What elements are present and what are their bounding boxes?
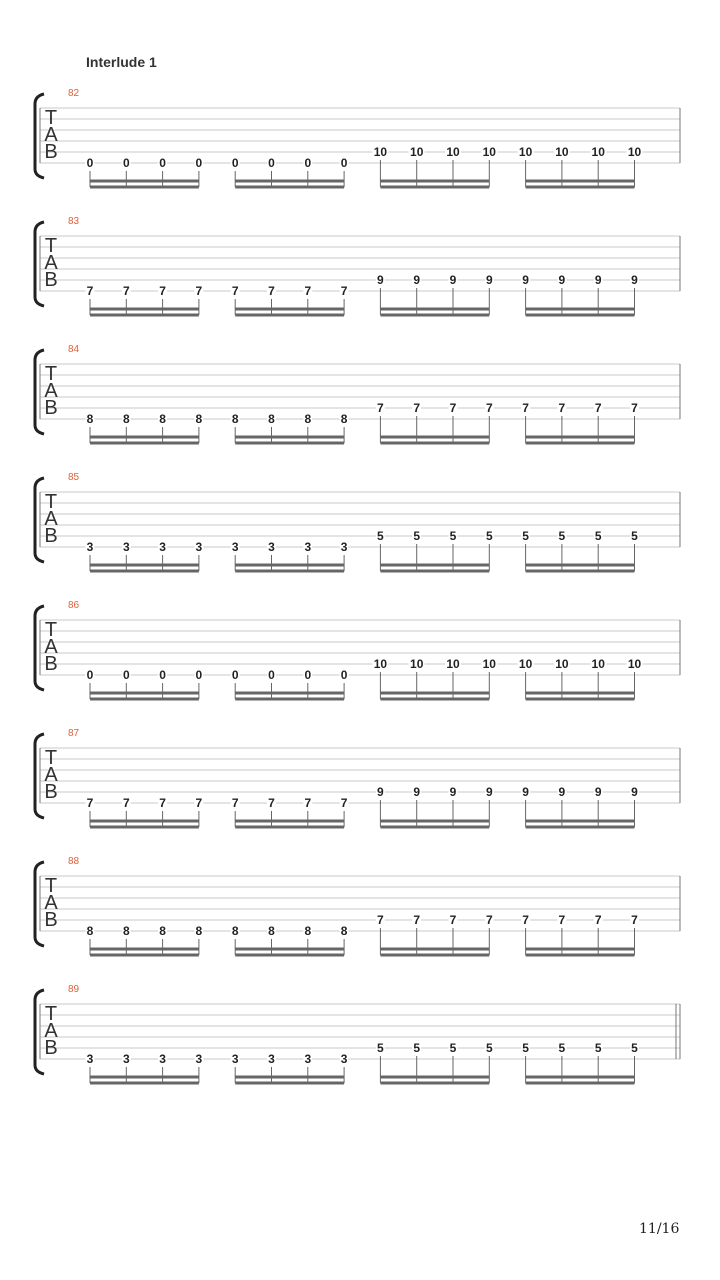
beam-secondary: [90, 826, 199, 829]
fret-number: 5: [594, 529, 602, 543]
fret-number: 9: [594, 273, 602, 287]
fret-number: 3: [122, 540, 130, 554]
beam-secondary: [90, 442, 199, 445]
fret-number: 7: [340, 796, 348, 810]
fret-number: 0: [195, 156, 203, 170]
beam-secondary: [380, 826, 489, 829]
fret-number: 0: [86, 668, 94, 682]
beam-secondary: [526, 698, 635, 701]
fret-number: 0: [268, 668, 275, 682]
fret-number: 10: [591, 145, 605, 159]
fret-number: 0: [340, 156, 348, 170]
fret-number: 8: [159, 412, 166, 426]
tab-clef-letter: A: [44, 1020, 58, 1042]
fret-number: 0: [340, 668, 348, 682]
beam-secondary: [90, 186, 199, 189]
fret-number: 8: [231, 412, 239, 426]
fret-number: 10: [410, 145, 424, 159]
fret-number: 9: [594, 785, 602, 799]
fret-number: 8: [122, 924, 130, 938]
measure-number: 89: [68, 984, 80, 995]
beam-secondary: [526, 826, 635, 829]
fret-number: 8: [86, 924, 94, 938]
tab-clef-letter: T: [44, 619, 58, 641]
fret-number: 8: [195, 412, 203, 426]
fret-number: 9: [522, 785, 529, 799]
fret-number: 5: [631, 1041, 638, 1055]
fret-number: 3: [159, 1052, 166, 1066]
fret-number: 9: [558, 273, 566, 287]
beam-primary: [526, 564, 635, 567]
fret-number: 9: [485, 785, 493, 799]
fret-number: 7: [558, 913, 566, 927]
fret-number: 7: [304, 796, 312, 810]
fret-number: 7: [231, 796, 239, 810]
fret-number: 3: [159, 540, 166, 554]
fret-number: 3: [86, 540, 94, 554]
tab-clef-letter: A: [44, 764, 58, 786]
fret-number: 5: [485, 1041, 493, 1055]
fret-number: 7: [449, 913, 457, 927]
fret-number: 7: [522, 401, 529, 415]
fret-number: 5: [413, 529, 421, 543]
fret-number: 5: [522, 1041, 529, 1055]
beam-secondary: [380, 570, 489, 573]
tab-clef-letter: A: [44, 252, 58, 274]
fret-number: 9: [631, 273, 638, 287]
fret-number: 7: [231, 284, 239, 298]
measure-number: 88: [68, 856, 80, 867]
beam-primary: [90, 820, 199, 823]
fret-number: 0: [231, 668, 239, 682]
fret-number: 7: [340, 284, 348, 298]
beam-primary: [526, 308, 635, 311]
fret-number: 5: [522, 529, 529, 543]
fret-number: 7: [377, 913, 384, 927]
fret-number: 5: [485, 529, 493, 543]
measure-number: 84: [68, 344, 80, 355]
fret-number: 5: [594, 1041, 602, 1055]
fret-number: 5: [377, 1041, 384, 1055]
fret-number: 5: [558, 529, 566, 543]
beam-primary: [90, 1076, 199, 1079]
fret-number: 9: [449, 273, 457, 287]
fret-number: 7: [413, 913, 421, 927]
beam-primary: [235, 1076, 344, 1079]
tab-clef-letter: T: [44, 491, 58, 513]
beam-secondary: [380, 442, 489, 445]
fret-number: 9: [413, 273, 421, 287]
fret-number: 7: [485, 401, 493, 415]
fret-number: 8: [340, 412, 348, 426]
tab-clef-letter: T: [44, 875, 58, 897]
tab-clef-letter: A: [44, 892, 58, 914]
fret-number: 10: [518, 145, 533, 159]
fret-number: 0: [304, 668, 312, 682]
fret-number: 7: [631, 913, 638, 927]
fret-number: 7: [159, 796, 166, 810]
beam-primary: [235, 308, 344, 311]
fret-number: 7: [631, 401, 638, 415]
fret-number: 7: [195, 284, 203, 298]
measure-number: 87: [68, 728, 80, 739]
fret-number: 10: [518, 657, 533, 671]
fret-number: 7: [449, 401, 457, 415]
fret-number: 0: [231, 156, 239, 170]
beam-primary: [526, 948, 635, 951]
beam-primary: [235, 436, 344, 439]
tab-clef-letter: A: [44, 508, 58, 530]
tab-clef-letter: T: [44, 363, 58, 385]
fret-number: 7: [594, 913, 602, 927]
beam-primary: [90, 308, 199, 311]
beam-primary: [90, 948, 199, 951]
beam-secondary: [235, 314, 344, 317]
tab-clef-letter: A: [44, 636, 58, 658]
beam-secondary: [526, 442, 635, 445]
beam-primary: [380, 692, 489, 695]
beam-secondary: [235, 442, 344, 445]
fret-number: 10: [555, 657, 569, 671]
fret-number: 8: [268, 412, 275, 426]
beam-secondary: [235, 954, 344, 957]
measure-number: 82: [68, 88, 80, 99]
fret-number: 3: [122, 1052, 130, 1066]
beam-primary: [235, 820, 344, 823]
fret-number: 3: [195, 540, 203, 554]
fret-number: 8: [231, 924, 239, 938]
fret-number: 0: [159, 156, 166, 170]
fret-number: 7: [195, 796, 203, 810]
beam-primary: [380, 564, 489, 567]
beam-primary: [90, 180, 199, 183]
fret-number: 0: [122, 156, 130, 170]
beam-primary: [526, 180, 635, 183]
fret-number: 10: [446, 657, 460, 671]
beam-secondary: [526, 954, 635, 957]
fret-number: 3: [231, 1052, 239, 1066]
fret-number: 9: [377, 785, 384, 799]
fret-number: 7: [522, 913, 529, 927]
fret-number: 9: [631, 785, 638, 799]
tab-clef-letter: B: [44, 653, 58, 675]
beam-primary: [90, 692, 199, 695]
fret-number: 7: [377, 401, 384, 415]
beam-secondary: [380, 314, 489, 317]
fret-number: 10: [482, 657, 496, 671]
fret-number: 3: [304, 540, 312, 554]
fret-number: 10: [555, 145, 569, 159]
fret-number: 7: [268, 796, 275, 810]
fret-number: 10: [482, 145, 496, 159]
beam-secondary: [90, 954, 199, 957]
beam-secondary: [90, 1082, 199, 1085]
beam-primary: [380, 180, 489, 183]
tab-clef-letter: T: [44, 107, 58, 129]
beam-secondary: [90, 570, 199, 573]
fret-number: 5: [413, 1041, 421, 1055]
beam-secondary: [526, 1082, 635, 1085]
beam-primary: [380, 1076, 489, 1079]
fret-number: 3: [268, 1052, 275, 1066]
beam-secondary: [235, 570, 344, 573]
beam-primary: [380, 948, 489, 951]
beam-secondary: [526, 570, 635, 573]
fret-number: 8: [195, 924, 203, 938]
fret-number: 9: [449, 785, 457, 799]
fret-number: 7: [159, 284, 166, 298]
fret-number: 7: [268, 284, 275, 298]
fret-number: 7: [594, 401, 602, 415]
tab-clef-letter: A: [44, 380, 58, 402]
fret-number: 5: [449, 529, 457, 543]
fret-number: 8: [340, 924, 348, 938]
beam-primary: [526, 820, 635, 823]
fret-number: 7: [86, 284, 94, 298]
beam-primary: [526, 436, 635, 439]
fret-number: 10: [410, 657, 424, 671]
fret-number: 8: [304, 924, 312, 938]
fret-number: 0: [86, 156, 94, 170]
tab-clef-letter: B: [44, 781, 58, 803]
fret-number: 8: [122, 412, 130, 426]
fret-number: 7: [122, 796, 130, 810]
tab-clef-letter: B: [44, 909, 58, 931]
beam-primary: [235, 692, 344, 695]
fret-number: 0: [304, 156, 312, 170]
fret-number: 3: [340, 1052, 348, 1066]
fret-number: 3: [304, 1052, 312, 1066]
beam-secondary: [90, 698, 199, 701]
tab-clef-letter: B: [44, 525, 58, 547]
fret-number: 10: [373, 145, 388, 159]
fret-number: 3: [231, 540, 239, 554]
fret-number: 3: [195, 1052, 203, 1066]
fret-number: 7: [558, 401, 566, 415]
fret-number: 3: [340, 540, 348, 554]
fret-number: 9: [522, 273, 529, 287]
beam-primary: [380, 308, 489, 311]
beam-primary: [235, 564, 344, 567]
beam-secondary: [526, 314, 635, 317]
fret-number: 10: [373, 657, 388, 671]
fret-number: 3: [86, 1052, 94, 1066]
fret-number: 8: [159, 924, 166, 938]
beam-secondary: [380, 698, 489, 701]
measure-number: 83: [68, 216, 80, 227]
beam-secondary: [380, 954, 489, 957]
fret-number: 10: [591, 657, 605, 671]
fret-number: 7: [122, 284, 130, 298]
beam-secondary: [235, 1082, 344, 1085]
beam-secondary: [380, 186, 489, 189]
fret-number: 5: [631, 529, 638, 543]
tab-clef-letter: T: [44, 747, 58, 769]
fret-number: 0: [122, 668, 130, 682]
fret-number: 9: [485, 273, 493, 287]
beam-primary: [90, 436, 199, 439]
measure-number: 86: [68, 600, 80, 611]
fret-number: 7: [485, 913, 493, 927]
tab-clef-letter: B: [44, 141, 58, 163]
measure-number: 85: [68, 472, 80, 483]
beam-primary: [526, 1076, 635, 1079]
tab-clef-letter: B: [44, 1037, 58, 1059]
fret-number: 10: [446, 145, 460, 159]
tab-clef-letter: T: [44, 1003, 58, 1025]
fret-number: 5: [558, 1041, 566, 1055]
fret-number: 8: [304, 412, 312, 426]
beam-secondary: [380, 1082, 489, 1085]
fret-number: 7: [304, 284, 312, 298]
beam-primary: [90, 564, 199, 567]
tab-clef-letter: A: [44, 124, 58, 146]
fret-number: 8: [86, 412, 94, 426]
fret-number: 7: [413, 401, 421, 415]
beam-primary: [235, 948, 344, 951]
section-title: Interlude 1: [86, 54, 157, 70]
tab-clef-letter: T: [44, 235, 58, 257]
tab-clef-letter: B: [44, 397, 58, 419]
beam-primary: [235, 180, 344, 183]
fret-number: 9: [377, 273, 384, 287]
fret-number: 3: [268, 540, 275, 554]
tab-clef-letter: B: [44, 269, 58, 291]
fret-number: 10: [627, 145, 642, 159]
fret-number: 10: [627, 657, 642, 671]
beam-secondary: [235, 826, 344, 829]
fret-number: 7: [86, 796, 94, 810]
beam-primary: [380, 820, 489, 823]
fret-number: 9: [558, 785, 566, 799]
fret-number: 5: [449, 1041, 457, 1055]
fret-number: 9: [413, 785, 421, 799]
beam-secondary: [90, 314, 199, 317]
fret-number: 0: [195, 668, 203, 682]
page-number: 11/16: [639, 1221, 680, 1237]
beam-secondary: [235, 186, 344, 189]
fret-number: 0: [268, 156, 275, 170]
beam-primary: [526, 692, 635, 695]
fret-number: 0: [159, 668, 166, 682]
beam-secondary: [235, 698, 344, 701]
fret-number: 5: [377, 529, 384, 543]
fret-number: 8: [268, 924, 275, 938]
beam-secondary: [526, 186, 635, 189]
beam-primary: [380, 436, 489, 439]
